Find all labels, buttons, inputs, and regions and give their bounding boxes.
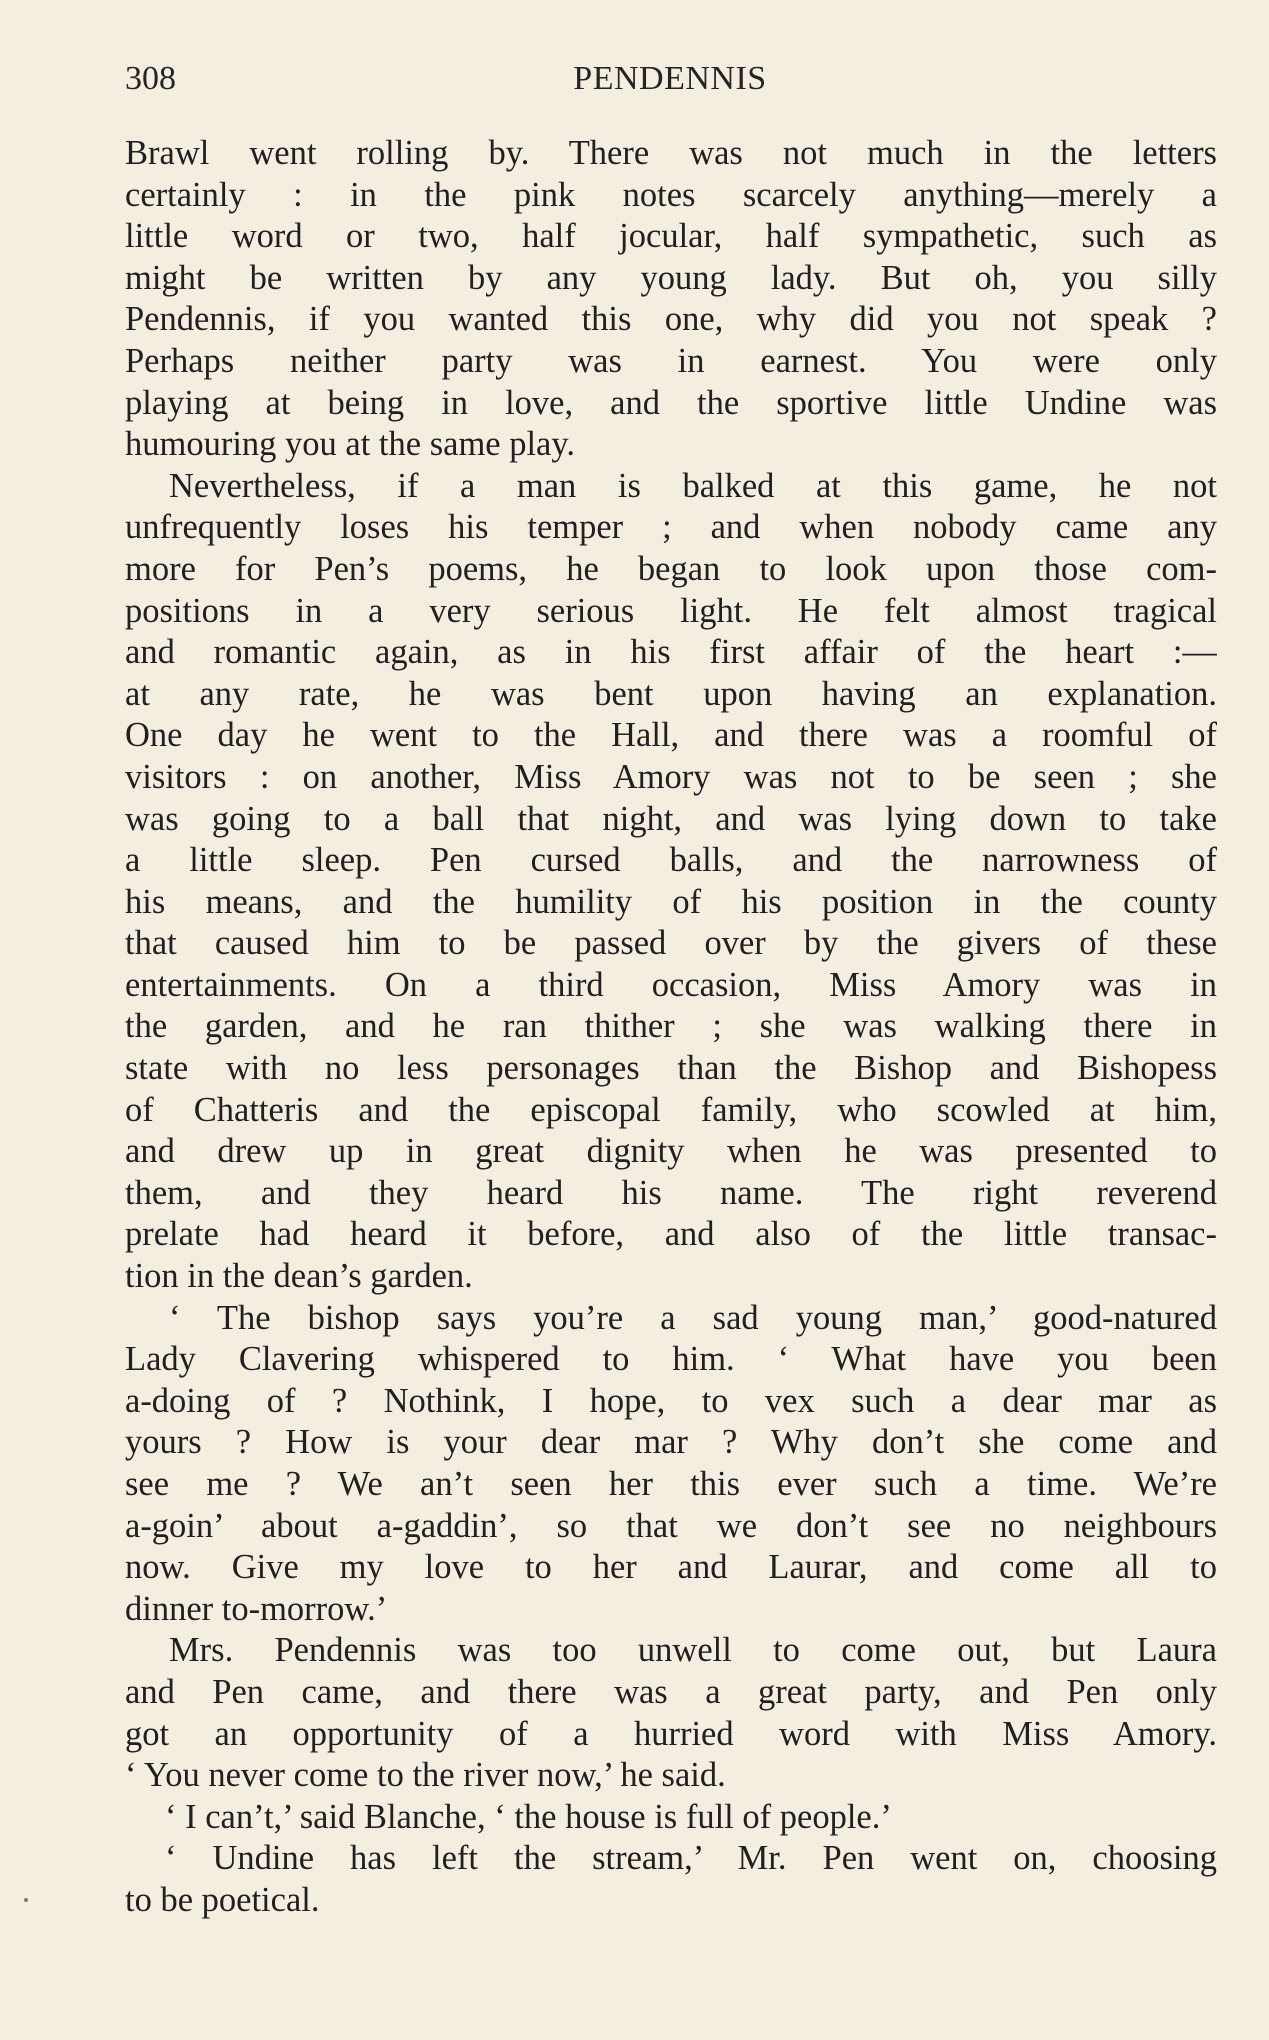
text-line: Pendennis, if you wanted this one, why did you not speak ?: [125, 300, 1217, 339]
text-line: to be poetical.: [125, 1880, 320, 1919]
text-line: more for Pen’s poems, he began to look upon those com-: [125, 549, 1217, 588]
text-line: a-doing of ? Nothink, I hope, to vex such a dear mar as: [125, 1381, 1217, 1420]
text-line: was going to a ball that night, and was lying down to take: [125, 799, 1217, 838]
text-line: ‘ Undine has left the stream,’ Mr. Pen went on, choosing: [165, 1839, 1217, 1878]
text-line: visitors : on another, Miss Amory was not to be seen ; she: [125, 757, 1217, 796]
text-line: might be written by any young lady. But oh, you silly: [125, 258, 1217, 297]
text-line: playing at being in love, and the sportive little Undine was: [125, 383, 1217, 422]
text-line: Brawl went rolling by. There was not much in the letters: [125, 134, 1217, 172]
text-line: Nevertheless, if a man is balked at this game, he not: [169, 466, 1217, 505]
text-line: certainly : in the pink notes scarcely anything—merely a: [125, 175, 1217, 214]
page-header: [125, 60, 1215, 110]
text-line: and drew up in great dignity when he was presented to: [125, 1132, 1217, 1171]
text-line: a little sleep. Pen cursed balls, and the narrowness of: [125, 841, 1217, 880]
text-line: the garden, and he ran thither ; she was walking there in: [125, 1007, 1217, 1046]
text-line: prelate had heard it before, and also of the little transac-: [125, 1215, 1217, 1254]
text-line: at any rate, he was bent upon having an explanation.: [125, 674, 1217, 713]
text-line: tion in the dean’s garden.: [125, 1257, 473, 1296]
page-number: 308: [125, 60, 176, 97]
text-line: One day he went to the Hall, and there was a roomful of: [125, 716, 1217, 755]
text-line: dinner to-morrow.’: [125, 1589, 388, 1628]
text-line: humouring you at the same play.: [125, 425, 575, 464]
text-line: them, and they heard his name. The right reverend: [125, 1173, 1217, 1212]
text-line: Lady Clavering whispered to him. ‘ What have you been: [125, 1340, 1217, 1379]
text-line: ‘ I can’t,’ said Blanche, ‘ the house is full of people.’: [165, 1797, 892, 1836]
text-line: and Pen came, and there was a great party, and Pen only: [125, 1672, 1217, 1711]
text-line: now. Give my love to her and Laurar, and come all to: [125, 1548, 1217, 1587]
body-text: [125, 133, 1217, 1922]
text-line: entertainments. On a third occasion, Miss Amory was in: [125, 965, 1217, 1004]
text-line: a-goin’ about a-gaddin’, so that we don’t see no neighbours: [125, 1506, 1217, 1545]
text-line: ‘ The bishop says you’re a sad young man,’ good-natured: [169, 1298, 1217, 1337]
text-line: got an opportunity of a hurried word with Miss Amory.: [125, 1714, 1217, 1753]
text-line: his means, and the humility of his position in the county: [125, 882, 1217, 921]
text-line: ‘ You never come to the river now,’ he said.: [125, 1756, 726, 1795]
text-line: yours ? How is your dear mar ? Why don’t she come and: [125, 1423, 1217, 1462]
text-line: state with no less personages than the Bishop and Bishopess: [125, 1049, 1217, 1088]
text-line: Mrs. Pendennis was too unwell to come out, but Laura: [169, 1631, 1217, 1670]
text-line: of Chatteris and the episcopal family, who scowled at him,: [125, 1090, 1217, 1129]
running-title: PENDENNIS: [573, 60, 767, 97]
text-line: and romantic again, as in his first affair of the heart :—: [125, 633, 1217, 672]
text-line: positions in a very serious light. He felt almost tragical: [125, 591, 1217, 630]
text-line: Perhaps neither party was in earnest. You were only: [125, 341, 1217, 380]
ink-speck: [24, 1898, 28, 1902]
text-line: that caused him to be passed over by the givers of these: [125, 924, 1217, 963]
text-line: unfrequently loses his temper ; and when nobody came any: [125, 508, 1217, 547]
text-line: see me ? We an’t seen her this ever such a time. We’re: [125, 1465, 1217, 1503]
text-line: little word or two, half jocular, half sympathetic, such as: [125, 217, 1217, 256]
